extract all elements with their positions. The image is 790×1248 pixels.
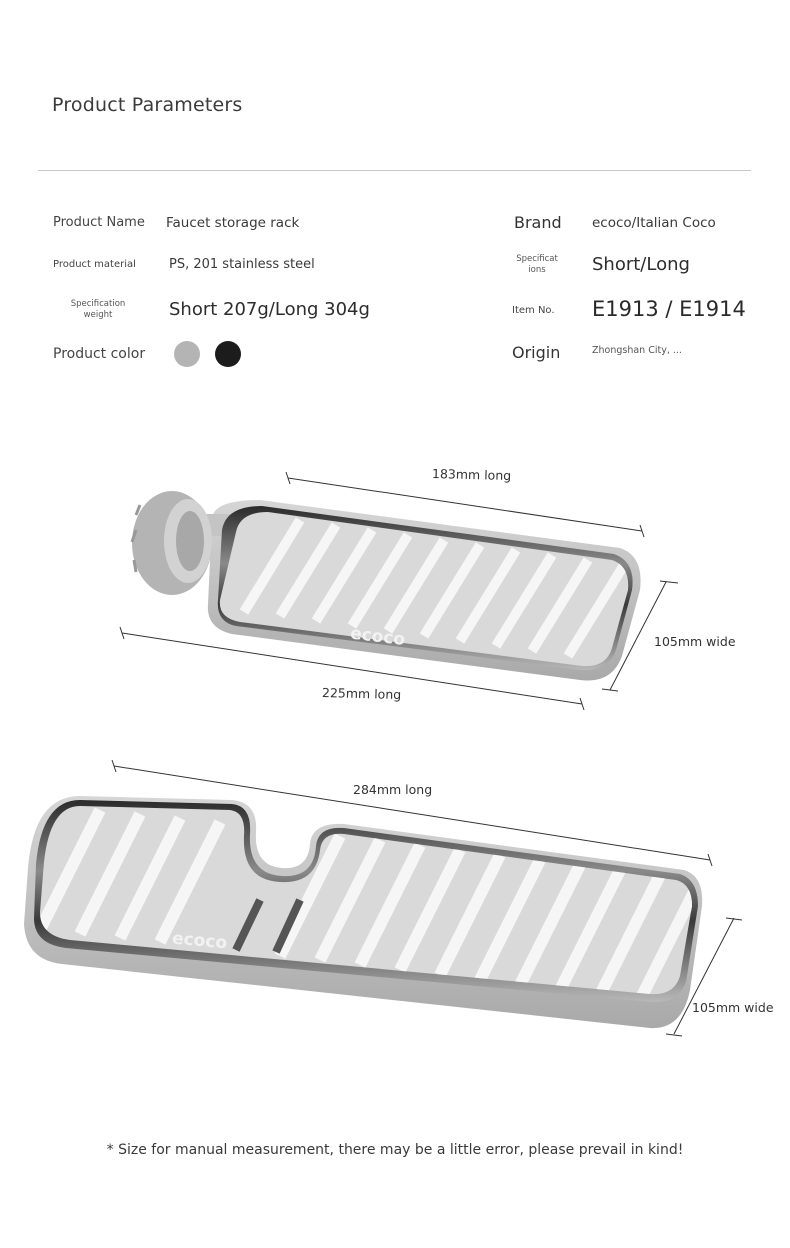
long-rack-image	[24, 796, 702, 1028]
short-rack-logo: ecoco	[349, 623, 407, 650]
weight-label: Specification weight	[70, 299, 126, 320]
product-name-label: Product Name	[53, 215, 145, 230]
specifications-value: Short/Long	[592, 254, 690, 275]
item-no-label: Item No.	[512, 305, 555, 316]
long-rack-top-length: 284mm long	[353, 782, 433, 797]
color-label: Product color	[53, 346, 146, 362]
material-value: PS, 201 stainless steel	[169, 257, 315, 272]
brand-value: ecoco/Italian Coco	[592, 215, 716, 231]
long-rack-width: 105mm wide	[692, 1000, 774, 1015]
measurement-footnote: * Size for manual measurement, there may be a little error, please prevail in kind!	[106, 1142, 684, 1158]
specifications-label: Specificat ions	[516, 254, 558, 275]
page-title: Product Parameters	[52, 94, 243, 116]
item-no-value: E1913 / E1914	[592, 297, 746, 321]
long-rack-logo: ecoco	[171, 928, 228, 954]
weight-value: Short 207g/Long 304g	[169, 299, 370, 320]
origin-value: Zhongshan City, ...	[592, 345, 682, 356]
short-rack-top-length: 183mm long	[431, 466, 512, 484]
product-name-value: Faucet storage rack	[166, 215, 300, 231]
material-label: Product material	[53, 259, 136, 270]
short-rack-bottom-length: 225mm long	[321, 685, 402, 703]
origin-label: Origin	[512, 343, 561, 362]
brand-label: Brand	[514, 213, 562, 232]
short-rack-width: 105mm wide	[654, 634, 736, 649]
